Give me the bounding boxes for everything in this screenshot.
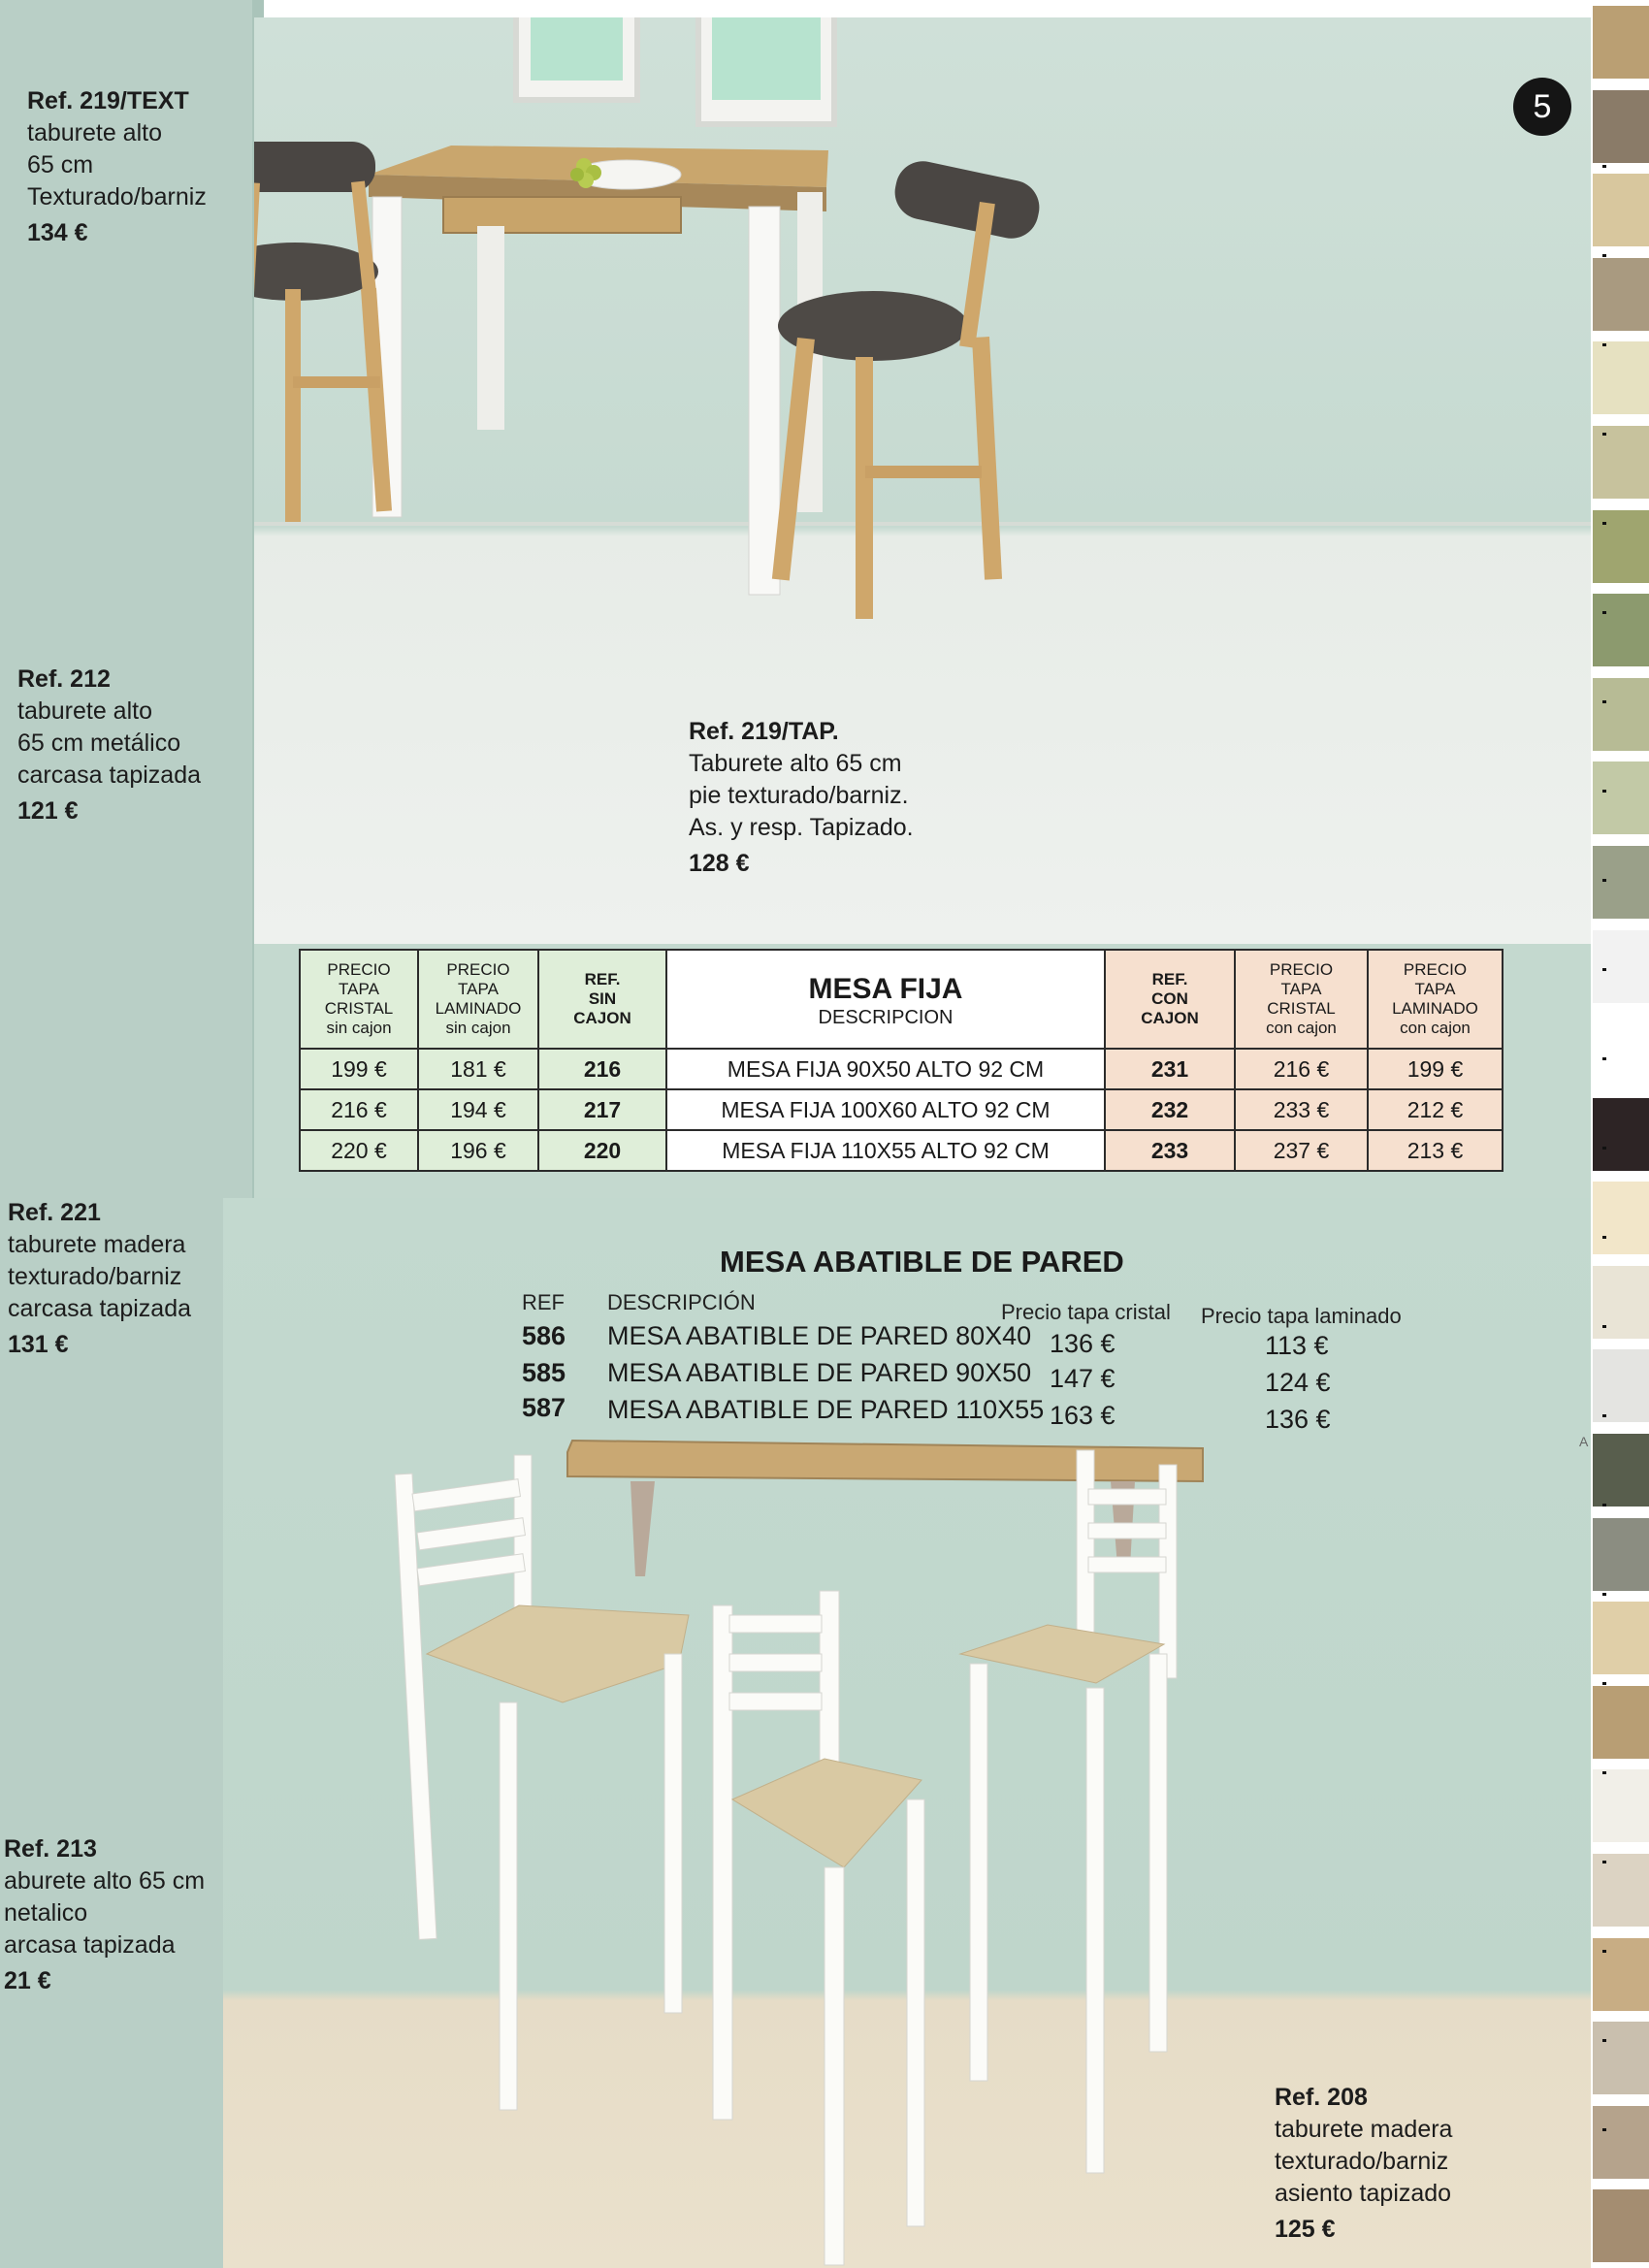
cell-ref-sin: 217 bbox=[538, 1089, 666, 1130]
table-row bbox=[300, 1130, 1503, 1171]
abatible-desc: MESA ABATIBLE DE PARED 110X55 bbox=[607, 1395, 1045, 1424]
color-swatch bbox=[1593, 1686, 1649, 1759]
cell-laminado-sin: 181 € bbox=[418, 1049, 538, 1089]
col-cristal-sin-cajon: PRECIO TAPA CRISTAL sin cajon bbox=[300, 950, 418, 1049]
product-ref: Ref. 219/TAP. bbox=[689, 718, 839, 745]
table-header-row bbox=[300, 950, 1503, 1049]
cell-ref-con: 233 bbox=[1105, 1130, 1235, 1171]
product-price: 121 € bbox=[17, 797, 79, 825]
abatible-ref: 587 bbox=[522, 1393, 566, 1422]
abatible-head-ref: REF bbox=[522, 1290, 565, 1314]
cell-laminado-sin: 194 € bbox=[418, 1089, 538, 1130]
photo-mesa-fija bbox=[254, 17, 1602, 944]
product-desc: carcasa tapizada bbox=[17, 761, 202, 789]
color-swatch bbox=[1593, 2022, 1649, 2094]
color-swatch bbox=[1593, 594, 1649, 666]
product-ref: Ref. 208 bbox=[1275, 2084, 1368, 2111]
cell-laminado-con: 199 € bbox=[1368, 1049, 1503, 1089]
color-swatch bbox=[1593, 1434, 1649, 1507]
product-desc: pie texturado/barniz. bbox=[689, 782, 909, 809]
mesa-fija-subtitle: DESCRIPCION bbox=[818, 1007, 954, 1028]
col-ref-con-cajon: REF. CON CAJON bbox=[1105, 950, 1235, 1049]
abatible-price-cristal: 163 € bbox=[1050, 1401, 1116, 1430]
product-208 bbox=[1275, 2082, 1452, 2246]
swatch-label: A bbox=[1579, 1434, 1589, 1449]
product-ref: Ref. 213 bbox=[4, 1835, 97, 1863]
product-desc: Taburete alto 65 cm bbox=[689, 750, 902, 777]
abatible-ref: 585 bbox=[522, 1358, 566, 1387]
table-row bbox=[300, 1089, 1503, 1130]
page-number: 5 bbox=[1513, 78, 1571, 136]
cell-ref-sin: 216 bbox=[538, 1049, 666, 1089]
product-price: 125 € bbox=[1275, 2216, 1336, 2243]
product-desc: As. y resp. Tapizado. bbox=[689, 814, 914, 841]
product-desc: aburete alto 65 cm bbox=[4, 1867, 206, 1895]
abatible-ref: 586 bbox=[522, 1321, 566, 1350]
abatible-price-cristal: 136 € bbox=[1050, 1329, 1116, 1358]
abatible-price-laminado: 136 € bbox=[1265, 1405, 1331, 1434]
abatible-head-cristal: Precio tapa cristal bbox=[1001, 1300, 1171, 1324]
product-desc: arcasa tapizada bbox=[4, 1931, 176, 1959]
color-swatch bbox=[1593, 1769, 1649, 1842]
col-laminado-con-cajon: PRECIO TAPA LAMINADO con cajon bbox=[1368, 950, 1503, 1049]
product-desc: 65 cm bbox=[27, 151, 94, 178]
product-219-tap bbox=[689, 716, 914, 880]
cell-cristal-con: 233 € bbox=[1235, 1089, 1368, 1130]
product-price: 131 € bbox=[8, 1331, 69, 1358]
color-swatch bbox=[1593, 761, 1649, 834]
cell-desc: MESA FIJA 100X60 ALTO 92 CM bbox=[666, 1089, 1105, 1130]
color-swatch bbox=[1593, 1266, 1649, 1339]
color-swatch bbox=[1593, 6, 1649, 79]
abatible-price-laminado: 124 € bbox=[1265, 1368, 1331, 1397]
table-row bbox=[300, 1049, 1503, 1089]
product-price: 21 € bbox=[4, 1967, 51, 1994]
cell-ref-sin: 220 bbox=[538, 1130, 666, 1171]
product-desc: taburete madera bbox=[1275, 2116, 1453, 2143]
color-swatch bbox=[1593, 1182, 1649, 1254]
product-desc: netalico bbox=[4, 1899, 88, 1927]
color-swatch bbox=[1593, 2189, 1649, 2262]
cell-desc: MESA FIJA 90X50 ALTO 92 CM bbox=[666, 1049, 1105, 1089]
abatible-price-laminado: 113 € bbox=[1265, 1331, 1329, 1360]
color-swatch bbox=[1593, 1854, 1649, 1927]
swatch-ticks bbox=[1602, 165, 1606, 2202]
cell-desc: MESA FIJA 110X55 ALTO 92 CM bbox=[666, 1130, 1105, 1171]
product-desc: carcasa tapizada bbox=[8, 1295, 192, 1322]
product-212 bbox=[17, 664, 201, 827]
color-swatch bbox=[1593, 426, 1649, 499]
cell-cristal-sin: 220 € bbox=[300, 1130, 418, 1171]
abatible-head-laminado: Precio tapa laminado bbox=[1201, 1304, 1402, 1328]
color-swatch bbox=[1593, 678, 1649, 751]
cell-laminado-con: 213 € bbox=[1368, 1130, 1503, 1171]
color-swatch bbox=[1593, 846, 1649, 919]
abatible-desc: MESA ABATIBLE DE PARED 80X40 bbox=[607, 1321, 1032, 1350]
product-ref: Ref. 212 bbox=[17, 665, 111, 693]
product-desc: taburete alto bbox=[27, 119, 162, 146]
color-swatch bbox=[1593, 1349, 1649, 1422]
col-ref-sin-cajon: REF. SIN CAJON bbox=[538, 950, 666, 1049]
color-swatch bbox=[1593, 1518, 1649, 1591]
color-swatch bbox=[1593, 90, 1649, 163]
color-swatch bbox=[1593, 1014, 1649, 1086]
product-desc: asiento tapizado bbox=[1275, 2180, 1452, 2207]
abatible-price-cristal: 147 € bbox=[1050, 1364, 1116, 1393]
cell-ref-con: 232 bbox=[1105, 1089, 1235, 1130]
product-desc: taburete madera bbox=[8, 1231, 186, 1258]
product-desc: taburete alto bbox=[17, 697, 152, 725]
color-swatch bbox=[1593, 1602, 1649, 1674]
product-desc: texturado/barniz bbox=[1275, 2148, 1449, 2175]
product-ref: Ref. 219/TEXT bbox=[27, 87, 189, 114]
cell-cristal-con: 216 € bbox=[1235, 1049, 1368, 1089]
abatible-desc: MESA ABATIBLE DE PARED 90X50 bbox=[607, 1358, 1032, 1387]
abatible-head-desc: DESCRIPCIÓN bbox=[607, 1290, 756, 1314]
product-price: 128 € bbox=[689, 850, 750, 877]
col-laminado-sin-cajon: PRECIO TAPA LAMINADO sin cajon bbox=[418, 950, 538, 1049]
mesa-fija-title: MESA FIJA bbox=[808, 973, 963, 1005]
product-213 bbox=[4, 1833, 205, 1997]
color-swatch bbox=[1593, 1938, 1649, 2011]
color-swatch bbox=[1593, 930, 1649, 1003]
color-swatch bbox=[1593, 510, 1649, 583]
cell-laminado-sin: 196 € bbox=[418, 1130, 538, 1171]
cell-cristal-sin: 216 € bbox=[300, 1089, 418, 1130]
mesa-fija-table bbox=[299, 949, 1504, 1172]
col-cristal-con-cajon: PRECIO TAPA CRISTAL con cajon bbox=[1235, 950, 1368, 1049]
product-desc: 65 cm metálico bbox=[17, 729, 181, 757]
color-swatch bbox=[1593, 341, 1649, 414]
color-swatch bbox=[1593, 2106, 1649, 2179]
product-desc: Texturado/barniz bbox=[27, 183, 207, 211]
cell-cristal-con: 237 € bbox=[1235, 1130, 1368, 1171]
product-price: 134 € bbox=[27, 219, 88, 246]
color-swatch bbox=[1593, 174, 1649, 246]
product-219-text bbox=[27, 85, 207, 249]
color-swatch bbox=[1593, 258, 1649, 331]
color-swatch bbox=[1593, 1098, 1649, 1171]
product-desc: texturado/barniz bbox=[8, 1263, 182, 1290]
cell-laminado-con: 212 € bbox=[1368, 1089, 1503, 1130]
cell-ref-con: 231 bbox=[1105, 1049, 1235, 1089]
product-221 bbox=[8, 1197, 191, 1361]
col-descripcion bbox=[666, 950, 1105, 1049]
mesa-abatible-title: MESA ABATIBLE DE PARED bbox=[720, 1245, 1124, 1279]
mesa-fija-illustration bbox=[254, 17, 1602, 944]
cell-cristal-sin: 199 € bbox=[300, 1049, 418, 1089]
product-ref: Ref. 221 bbox=[8, 1199, 101, 1226]
